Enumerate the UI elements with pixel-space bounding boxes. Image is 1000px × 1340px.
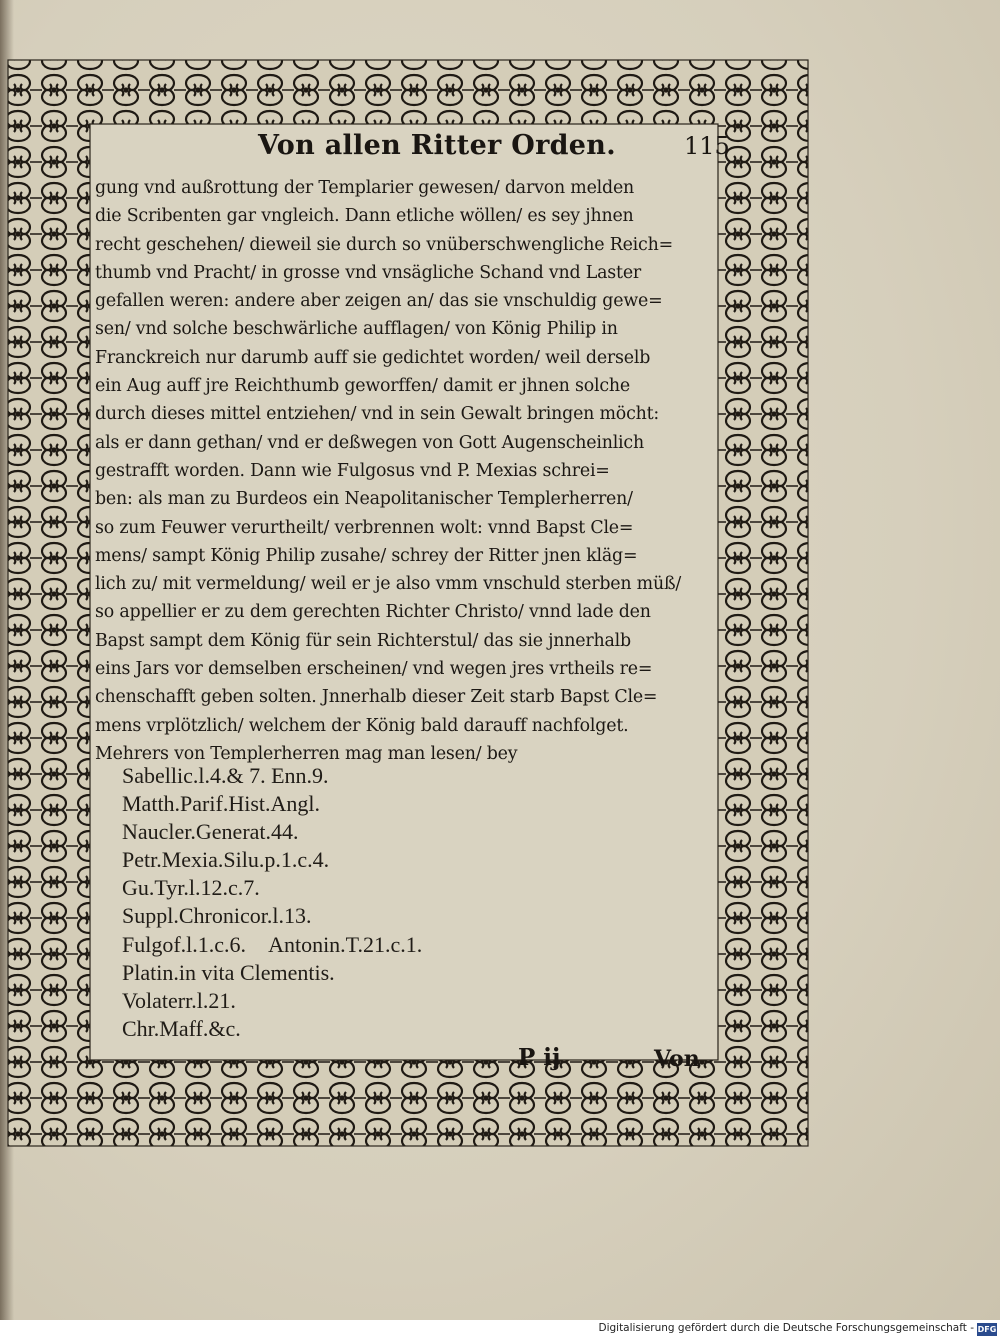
text-line: so appellier er zu dem gerechten Richter Christo/ vnnd lade den xyxy=(95,602,651,623)
citation-item xyxy=(122,959,682,987)
text-line: lich zu/ mit vermeldung/ weil er je also vmm vnschuld sterben müß/ xyxy=(95,574,682,595)
citation-item xyxy=(122,1015,682,1043)
page-header xyxy=(258,130,730,170)
text-line: mens/ sampt König Philip zusahe/ schrey der Ritter jnen kläg= xyxy=(95,545,638,566)
running-title: Von allen Ritter Orden. xyxy=(258,130,616,161)
citation-text: Gu.Tyr.l.12.c.7. xyxy=(122,875,260,901)
citation-text: Platin.in vita Clementis. xyxy=(122,959,335,985)
text-line: recht geschehen/ dieweil sie durch so vnüberschwengliche Reich= xyxy=(95,234,673,255)
citation-text: Suppl.Chronicor.l.13. xyxy=(122,903,312,929)
text-line: Bapst sampt dem König für sein Richterstul/ das sie jnnerhalb xyxy=(95,630,631,651)
citation-extra: Antonin.T.21.c.1. xyxy=(268,931,423,957)
text-line: chenschafft geben solten. Jnnerhalb dieser Zeit starb Bapst Cle= xyxy=(95,687,658,708)
body-text xyxy=(95,174,717,768)
citation-text: Matth.Parif.Hist.Angl. xyxy=(122,791,320,817)
text-line: gestrafft worden. Dann wie Fulgosus vnd P. Mexias schrei= xyxy=(95,460,610,481)
citation-item xyxy=(122,987,682,1015)
citation-item xyxy=(122,762,682,790)
text-line: gung vnd außrottung der Templarier gewesen/ darvon melden xyxy=(95,178,635,198)
citation-text: Chr.Maff.&c. xyxy=(122,1015,241,1041)
citation-item xyxy=(122,874,682,902)
citation-text: Volaterr.l.21. xyxy=(122,987,236,1013)
catchword: Von xyxy=(654,1046,700,1072)
text-line: gefallen weren: andere aber zeigen an/ das sie vnschuldig gewe= xyxy=(95,291,663,312)
text-line: ben: als man zu Burdeos ein Neapolitanischer Templerherren/ xyxy=(95,489,633,510)
digitization-credit: Digitalisierung gefördert durch die Deutsche Forschungsgemeinschaft - xyxy=(598,1322,974,1334)
text-line: als er dann gethan/ vnd er deßwegen von Gott Augenscheinlich xyxy=(95,432,644,453)
citation-item xyxy=(122,931,682,959)
text-line: sen/ vnd solche beschwärliche aufflagen/ von König Philip in xyxy=(95,319,618,340)
citation-item xyxy=(122,902,682,930)
citation-text: Petr.Mexia.Silu.p.1.c.4. xyxy=(122,847,330,873)
signature-mark: P ij xyxy=(518,1044,561,1071)
citation-item xyxy=(122,846,682,874)
text-line: ein Aug auff jre Reichthumb geworffen/ damit er jhnen solche xyxy=(95,376,630,397)
text-line: thumb vnd Pracht/ in grosse vnd vnsägliche Schand vnd Laster xyxy=(95,262,642,283)
text-line: durch dieses mittel entziehen/ vnd in sein Gewalt bringen möcht: xyxy=(95,404,660,425)
text-line: die Scribenten gar vngleich. Dann etliche wöllen/ es sey jhnen xyxy=(95,206,634,227)
citation-text: Fulgof.l.1.c.6. xyxy=(122,931,247,957)
citation-text: Naucler.Generat.44. xyxy=(122,819,299,845)
text-line: Mehrers von Templerherren mag man lesen/ bey xyxy=(95,743,518,764)
text-line: so zum Feuwer verurtheilt/ verbrennen wolt: vnnd Bapst Cle= xyxy=(95,517,634,538)
citation-item xyxy=(122,818,682,846)
text-line: Franckreich nur darumb auff sie gedichtet worden/ weil derselb xyxy=(95,347,651,368)
text-line: mens vrplötzlich/ welchem der König bald darauff nachfolget. xyxy=(95,715,629,736)
citation-text: Sabellic.l.4.& 7. Enn.9. xyxy=(122,763,329,788)
citation-item xyxy=(122,790,682,818)
page-number: 115 xyxy=(684,132,730,160)
citation-list xyxy=(122,762,682,1043)
text-line: eins Jars vor demselben erscheinen/ vnd wegen jres vrtheils re= xyxy=(95,659,653,680)
dfg-logo: DFG xyxy=(977,1325,997,1334)
